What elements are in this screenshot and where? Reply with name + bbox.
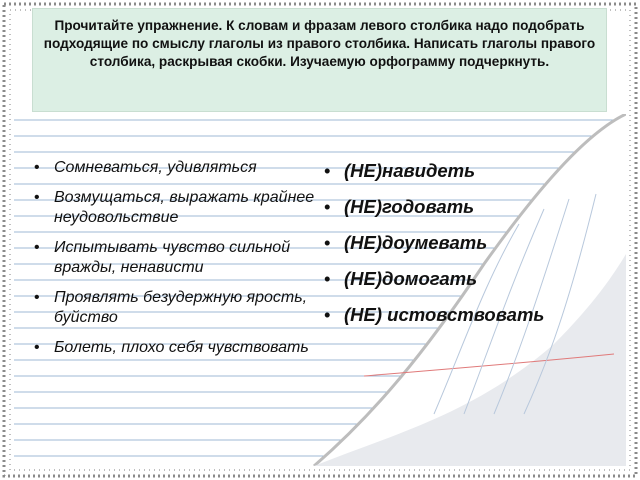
list-item: • Испытывать чувство сильной вражды, ненависти [32, 238, 322, 278]
list-item: • Возмущаться, выражать крайнее неудовольствие [32, 188, 322, 228]
list-item: • (НЕ)годовать [322, 196, 622, 218]
list-item: • (НЕ)навидеть [322, 160, 622, 182]
list-item: • Болеть, плохо себя чувствовать [32, 338, 322, 358]
left-column-list [32, 158, 322, 368]
list-item: • Сомневаться, удивляться [32, 158, 322, 178]
list-item: • Проявлять безудержную ярость, буйство [32, 288, 322, 328]
list-item: • (НЕ)домогать [322, 268, 622, 290]
instruction-box [32, 8, 607, 112]
right-column-list [322, 160, 622, 340]
instruction-text: Прочитайте упражнение. К словам и фразам левого столбика надо подобрать подходящие по смыслу глаголы из правого столбика. Написать глаголы правого столбика, раскрывая скобки. Изучаемую орфограмму подчеркнуть. [43, 18, 596, 69]
list-item: • (НЕ) истовствовать [322, 304, 622, 326]
list-item: • (НЕ)доумевать [322, 232, 622, 254]
